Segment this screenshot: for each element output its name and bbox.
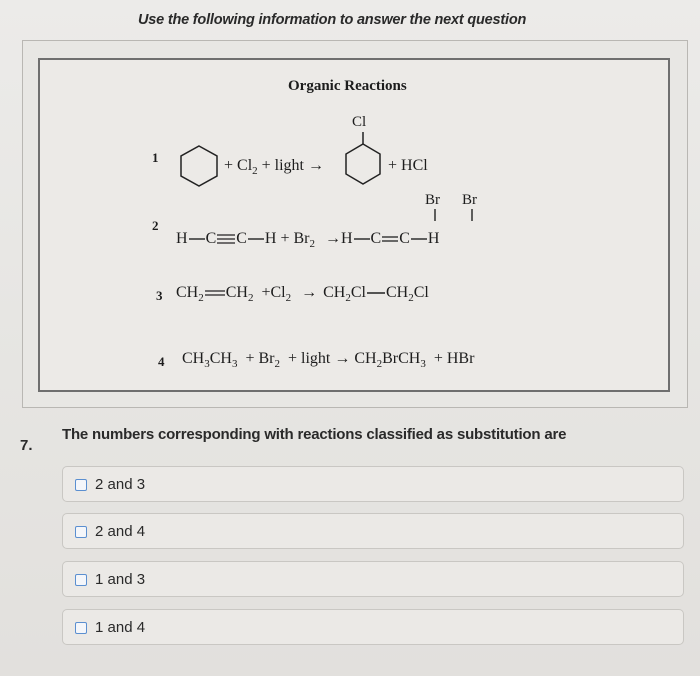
reaction-1-number: 1 — [152, 150, 159, 165]
single-bond-icon — [410, 234, 428, 244]
reaction-4-a5: BrCH — [382, 350, 421, 367]
double-bond-icon — [381, 234, 399, 244]
reaction-2-br-label-2: Br — [462, 192, 477, 208]
reaction-1-cl-label: Cl — [352, 114, 367, 130]
reaction-3-number: 3 — [156, 288, 163, 303]
reaction-2-right-c2: C — [399, 230, 410, 247]
answer-option-1[interactable] — [62, 466, 684, 502]
reaction-3-part1: CH — [176, 284, 199, 301]
answer-option-label: 2 and 3 — [95, 476, 146, 493]
reaction-3-part2: CH — [225, 284, 248, 301]
reaction-2-left-h: H — [176, 230, 188, 247]
reaction-1-reactant-sub: 2 — [252, 165, 258, 178]
reaction-3-part5-sub: 2 — [408, 292, 414, 305]
answer-option-label: 2 and 4 — [95, 523, 146, 540]
answer-option-3[interactable] — [62, 561, 684, 597]
reaction-4-a2-sub: 3 — [231, 358, 238, 371]
reaction-3-part4b: Cl — [350, 284, 366, 301]
reaction-2-left-c2: C — [236, 230, 247, 247]
br-bonds-icon — [430, 209, 480, 223]
reaction-1-reactant-text: + Cl — [224, 157, 253, 174]
single-bond-icon — [188, 234, 206, 244]
reaction-2-number: 2 — [152, 218, 159, 233]
reaction-4-number: 4 — [158, 354, 165, 369]
reactions-title: Organic Reactions — [288, 78, 407, 94]
single-bond-icon — [247, 234, 265, 244]
reaction-4-a3-sub: 2 — [274, 358, 280, 371]
checkbox[interactable] — [75, 526, 87, 538]
reaction-4-a3: + Br — [245, 350, 275, 367]
reaction-3-part5: CH — [385, 284, 409, 301]
reaction-3-part1-sub: 2 — [198, 292, 204, 305]
reaction-4-a2: CH — [209, 350, 232, 367]
reaction-3-equation — [176, 284, 429, 304]
chlorobenzene-icon — [340, 130, 386, 188]
reaction-2-left-tail-sub: 2 — [309, 238, 315, 251]
reaction-3-part4-sub: 2 — [345, 292, 351, 305]
reaction-4-a1-sub: 3 — [204, 358, 210, 371]
question-text: The numbers corresponding with reactions classified as substitution are — [62, 426, 567, 443]
reaction-4-a6: + HBr — [433, 350, 475, 367]
reaction-3-part5b: Cl — [413, 284, 429, 301]
checkbox[interactable] — [75, 574, 87, 586]
double-bond-icon — [204, 288, 226, 298]
reaction-2-right-h2: H — [427, 230, 440, 247]
reaction-2-left-c1: C — [205, 230, 217, 247]
reaction-4-a4: + light → CH — [288, 350, 377, 367]
instruction-text: Use the following information to answer the next question — [138, 12, 527, 28]
reaction-2-equation — [176, 230, 439, 250]
reaction-3-part3-sub: 2 — [285, 292, 292, 305]
reaction-3-part2-sub: 2 — [247, 292, 254, 305]
triple-bond-icon — [216, 233, 236, 245]
reactions-box — [38, 58, 670, 392]
reaction-3-part4: CH — [323, 284, 346, 301]
answer-option-label: 1 and 3 — [95, 571, 146, 588]
reaction-4-a5-sub: 3 — [420, 358, 426, 371]
checkbox[interactable] — [75, 622, 87, 634]
reaction-2-left-tail: H + Br — [264, 230, 310, 247]
checkbox[interactable] — [75, 479, 87, 491]
reaction-1-product-tail: + HCl — [388, 157, 428, 174]
question-number: 7. — [20, 437, 33, 454]
reaction-4-equation — [182, 350, 474, 370]
reaction-3-part3: +Cl — [261, 284, 286, 301]
reaction-2-arrow: → — [324, 230, 341, 247]
reaction-2-right-h1: H — [340, 230, 353, 247]
benzene-ring-icon — [176, 144, 222, 188]
answer-option-label: 1 and 4 — [95, 619, 146, 636]
reaction-2-right-c1: C — [370, 230, 382, 247]
reaction-1-reactants — [224, 157, 324, 177]
reaction-4-a1: CH — [182, 350, 205, 367]
single-bond-icon — [353, 234, 371, 244]
single-bond-icon — [366, 288, 386, 298]
reaction-1-reactant-tail: + light → — [261, 157, 324, 174]
reaction-4-a4-sub: 2 — [376, 358, 383, 371]
answer-option-4[interactable] — [62, 609, 684, 645]
reaction-3-arrow: → — [301, 284, 318, 301]
reaction-2-br-label-1: Br — [425, 192, 440, 208]
answer-option-2[interactable] — [62, 513, 684, 549]
